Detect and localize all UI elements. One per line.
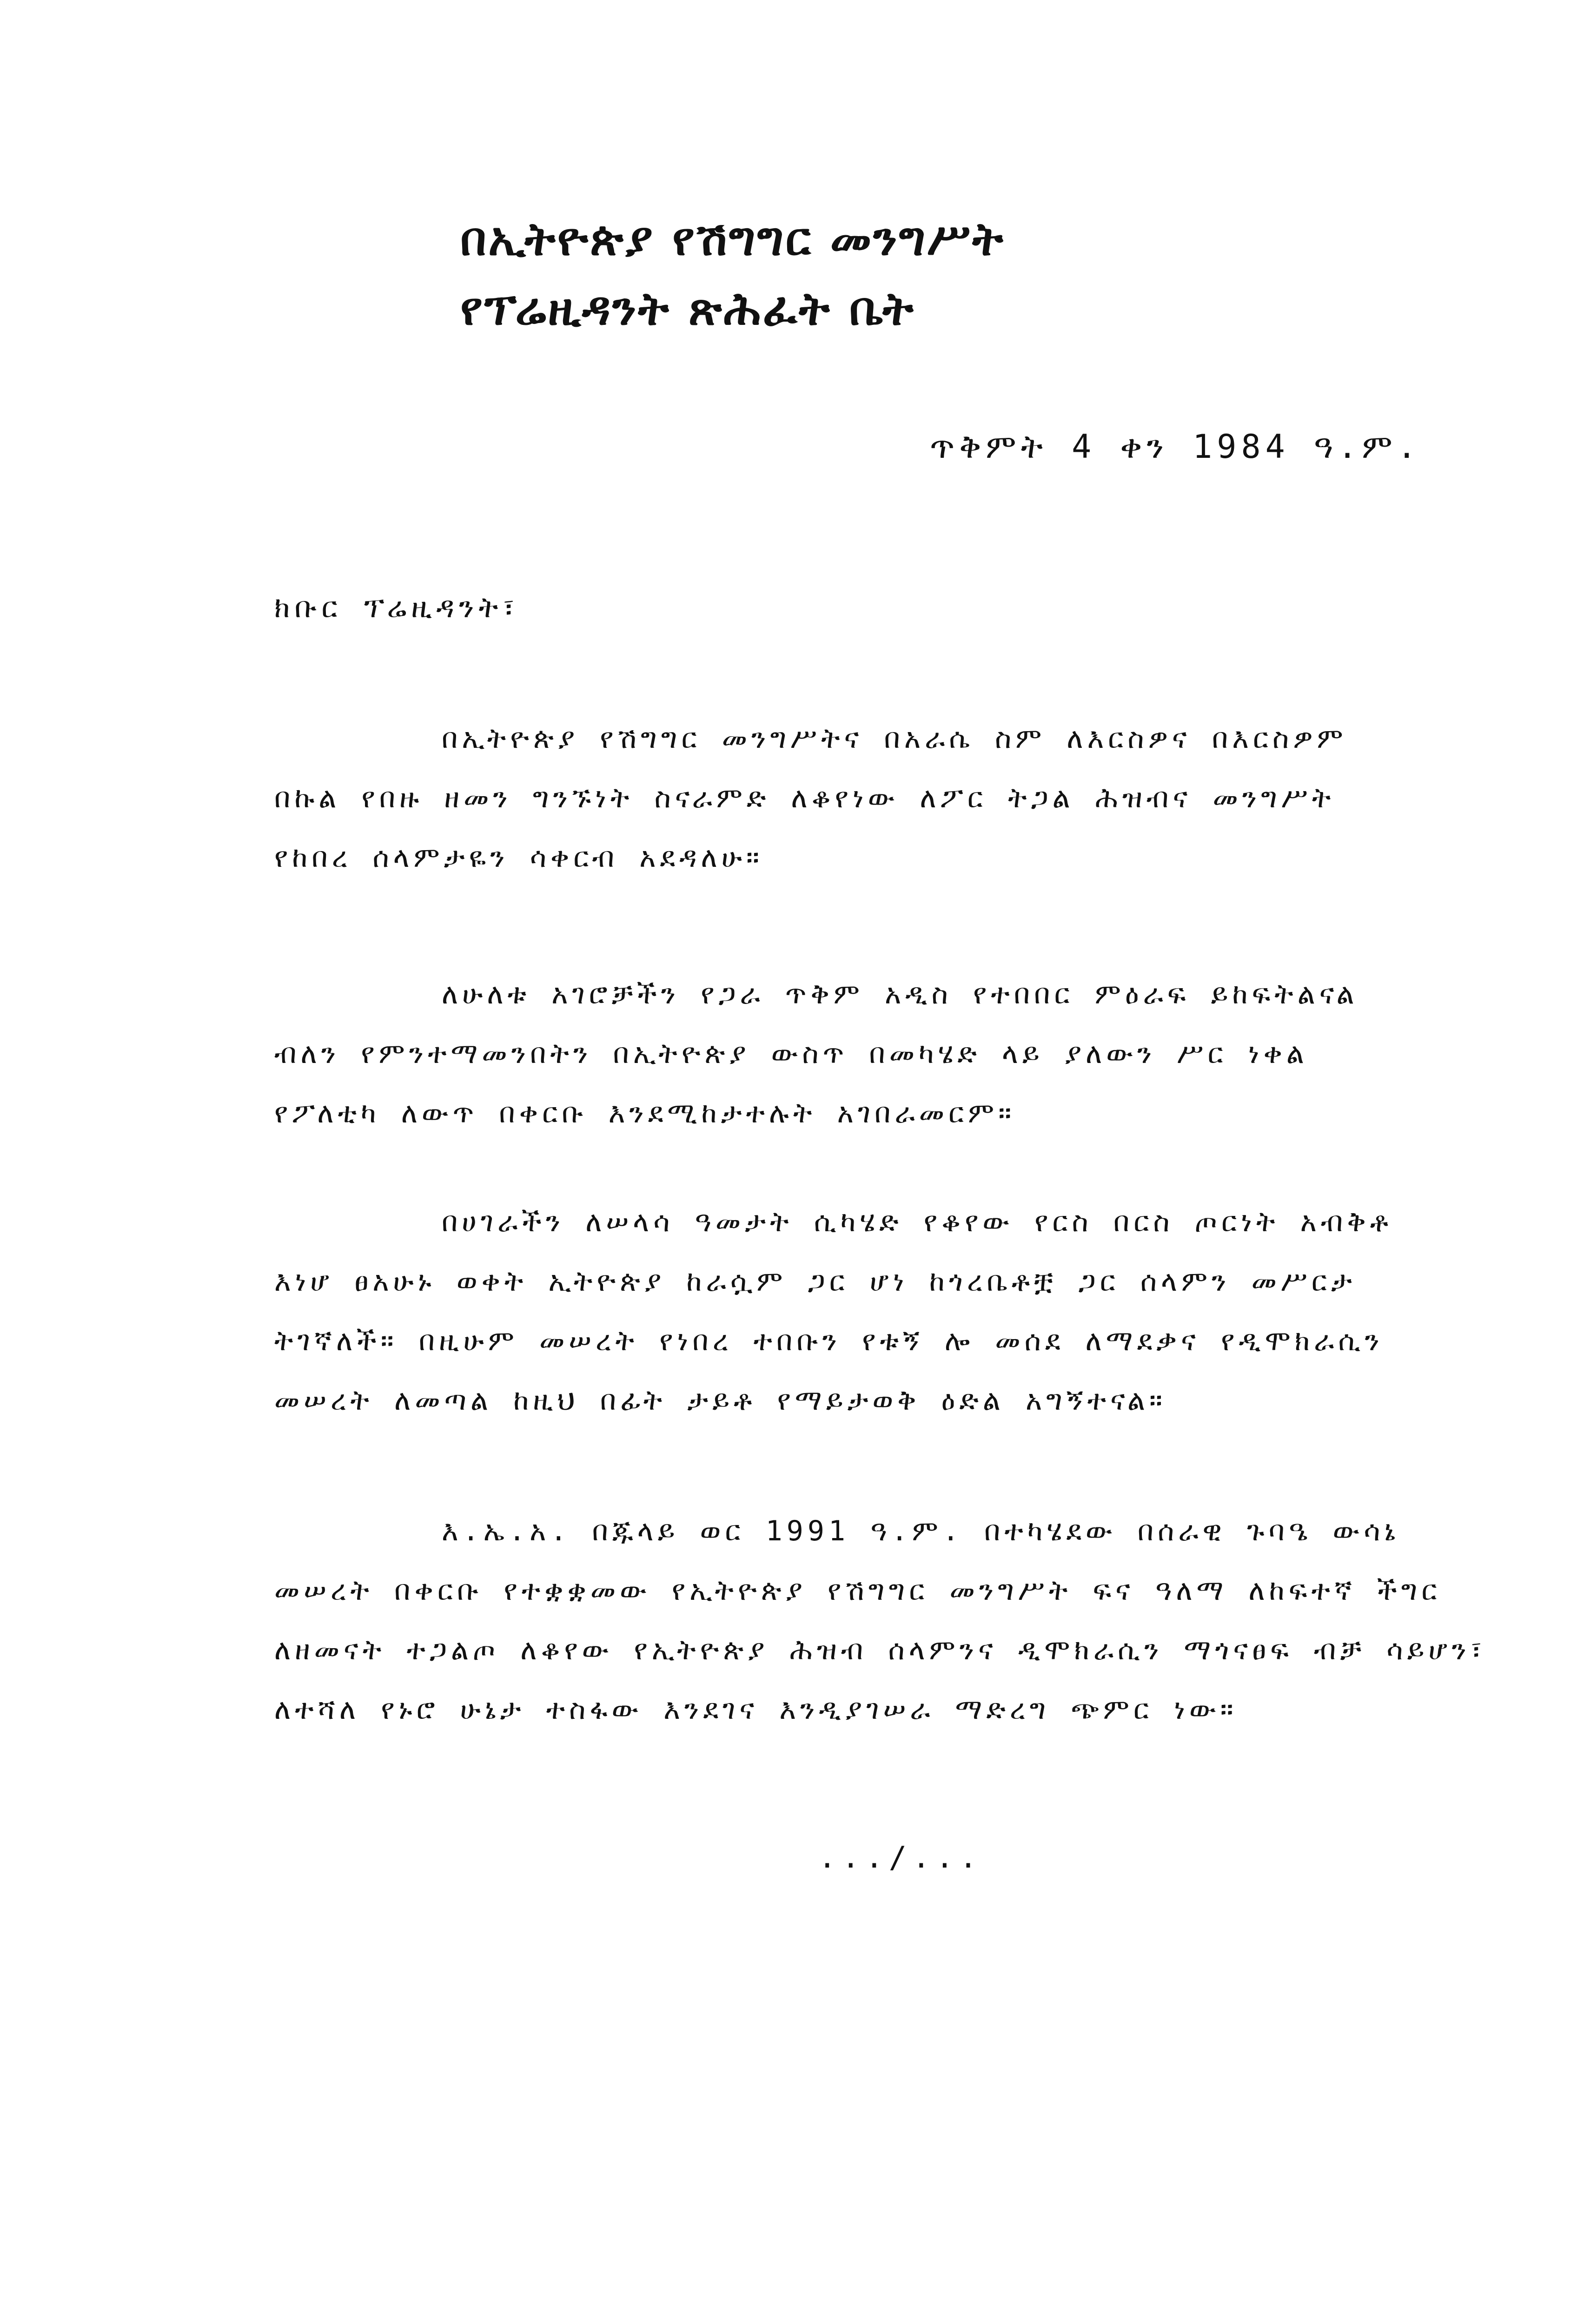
paragraph-line: በኩል የበዙ ዘመን ግንኙነት ስናራምድ ለቆየነው ለፖር ትጋል ሕዝብና መንግሥት <box>274 782 1335 814</box>
body-paragraph-4 <box>274 1501 1511 1739</box>
continuation-marker: .../... <box>818 1841 983 1875</box>
letterhead <box>460 205 1204 344</box>
body-paragraph-2 <box>274 964 1511 1143</box>
paragraph-line: የከበረ ሰላምታዬን ሳቀርብ አደዳለሁ። <box>274 841 764 874</box>
paragraph-line: ትገኛለች። በዚሁም መሠረት የነበረ ተበቡን የቱኝ ሎ መሰደ ለማደቃና የዲሞክራሲን <box>274 1325 1384 1357</box>
paragraph-line: እ.ኤ.አ. በጁላይ ወር 1991 ዓ.ም. በተካሄደው በሰራዊ ጉባዔ ውሳኔ <box>442 1515 1400 1547</box>
salutation: ክቡር ፕሬዚዳንት፣ <box>274 590 519 624</box>
paragraph-line: ለተሻለ የኑሮ ሁኔታ ተስፋው እንደገና እንዲያገሠራ ማድረግ ጭምር ነው። <box>274 1693 1238 1726</box>
paragraph-line: ለሁለቱ አገሮቻችን የጋራ ጥቅም አዲስ የተበበር ምዕራፍ ይከፍትልናል <box>442 978 1358 1010</box>
paragraph-line: እነሆ ፀአሁኑ ወቀት ኢትዮጵያ ከራሷም ጋር ሆነ ከጎረቤቶቿ ጋር ሰላምን መሥርታ <box>274 1265 1356 1298</box>
paragraph-line: መሠረት ለመጣል ከዚህ በፊት ታይቶ የማይታወቅ ዕድል አግኝተናል። <box>274 1384 1167 1417</box>
paragraph-line: በኢትዮጵያ የሽግግር መንግሥትና በአራሴ ስም ለእርስዎና በእርስዎም <box>442 722 1347 755</box>
body-paragraph-1 <box>274 709 1511 887</box>
paragraph-line: ለዘመናት ተጋልጦ ለቆየው የኢትዮጵያ ሕዝብ ሰላምንና ዲሞክራሲን ማጎናፀፍ ብቻ ሳይሆን፣ <box>274 1634 1486 1666</box>
body-paragraph-3 <box>274 1192 1511 1430</box>
letterhead-line-1: በኢትዮጵያ የሽግግር መንግሥት <box>460 213 1005 266</box>
paragraph-line: በሀገራችን ለሠላሳ ዓመታት ሲካሄድ የቆየው የርስ በርስ ጦርነት አብቅቶ <box>442 1206 1393 1238</box>
letterhead-line-2: የፕሬዚዳንት ጽሕፈት ቤት <box>460 283 915 336</box>
paragraph-line: የፖለቲካ ለውጥ በቀርቡ እንደሚከታተሉት አገበራመርም። <box>274 1097 1016 1129</box>
paragraph-line: ብለን የምንተማመንበትን በኢትዮጵያ ውስጥ በመካሄድ ላይ ያለውን ሥር ነቀል <box>274 1037 1308 1070</box>
paragraph-line: መሠረት በቀርቡ የተቋቋመው የኢትዮጵያ የሽግግር መንግሥት ፍና ዓለማ ለከፍተኛ ችግር <box>274 1574 1441 1607</box>
letter-date: ጥቅምት 4 ቀን 1984 ዓ.ም. <box>930 428 1421 466</box>
